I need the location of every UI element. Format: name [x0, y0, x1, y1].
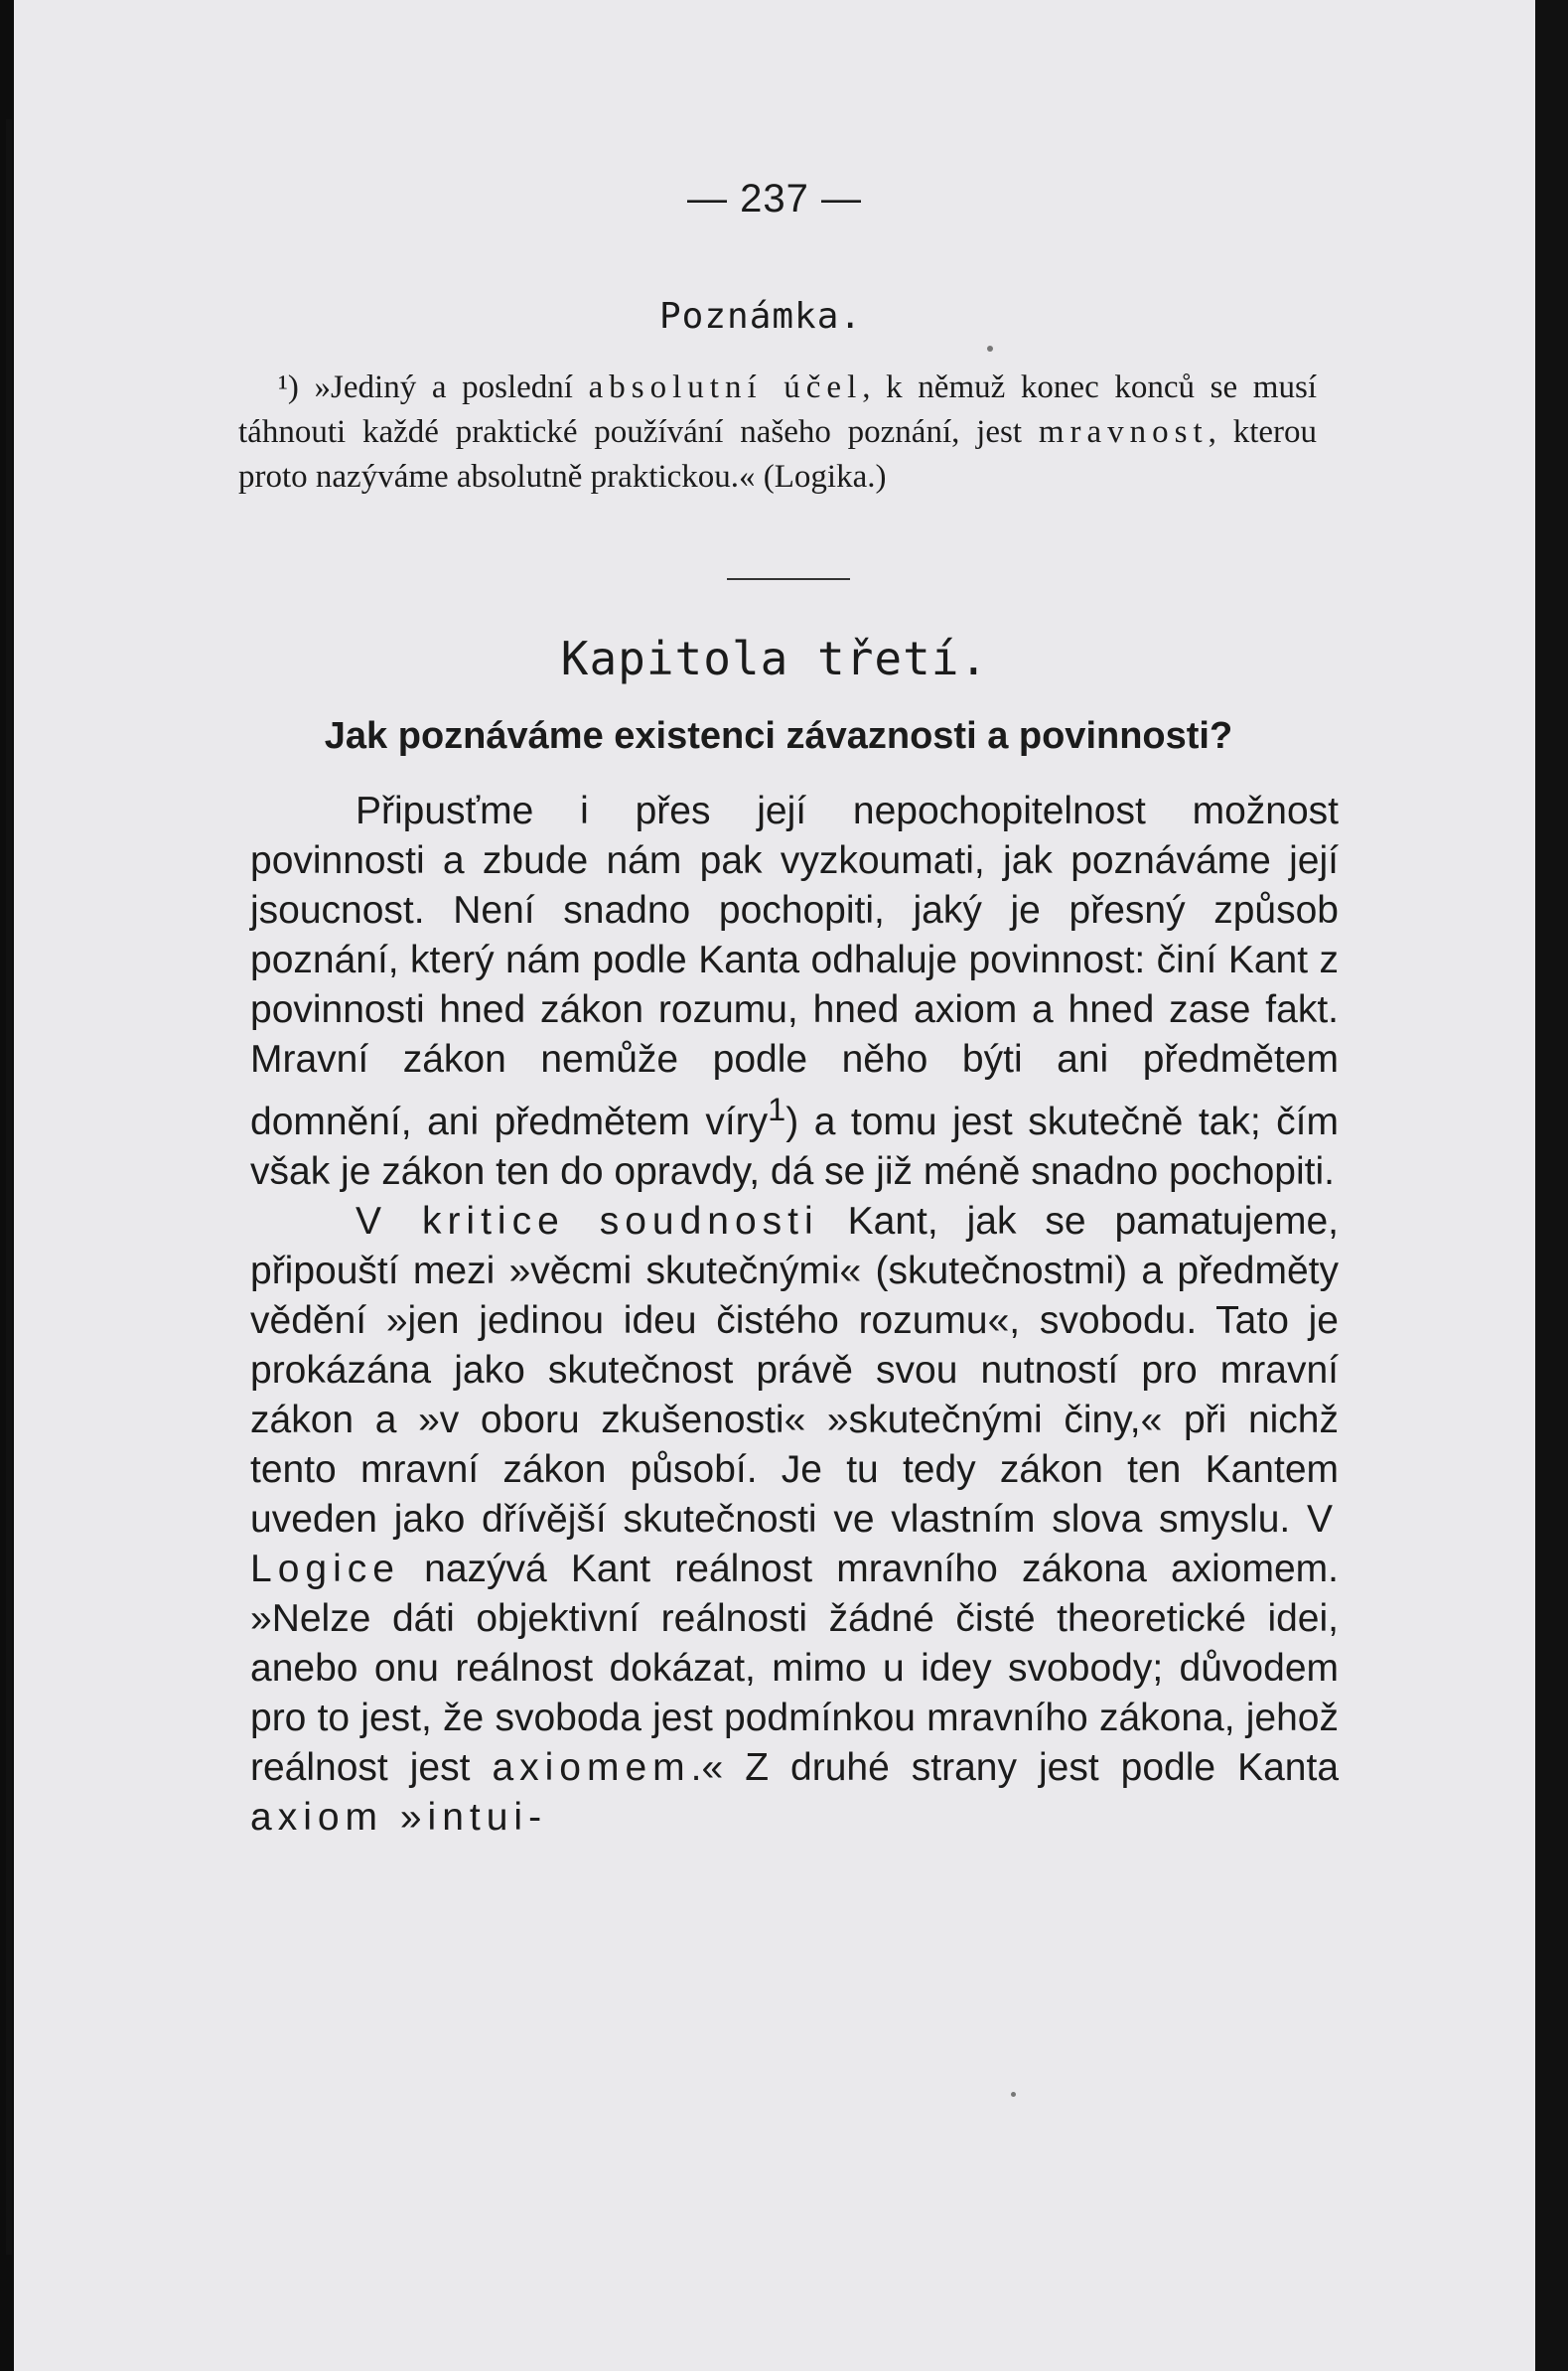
- emphasis-text: V Logice: [250, 1498, 1339, 1590]
- paragraph-text: ) a tomu jest skutečně tak; čím však je zákon ten do opravdy, dá se již méně snadno pochopiti.: [250, 1101, 1339, 1193]
- paragraph-text: .« Z druhé strany jest podle Kanta: [690, 1746, 1340, 1789]
- footnote-emphasis: mravnost: [1038, 414, 1209, 450]
- scan-speck: [987, 346, 993, 352]
- paragraph-text: nazývá Kant reálnost mravního zákona axiomem. »Nelze dáti objektivní reálnosti žádné čisté theoretické idei, anebo onu reálnost dokázat, mimo u idey svobody; důvodem pro to jest, že svoboda jest podmínkou mravního zákona, jehož reálnost jest: [250, 1548, 1339, 1789]
- footnote-marker: ¹): [278, 370, 299, 405]
- note-heading: Poznámka.: [659, 296, 863, 337]
- footnote-text: , k němuž konec konců se musí táhnouti každé praktické používání našeho poznání, jest: [238, 370, 1317, 450]
- footnote: [238, 366, 1317, 500]
- emphasis-text: axiom »intui-: [250, 1796, 548, 1839]
- chapter-title: Kapitola třetí.: [560, 632, 989, 685]
- footnote-paragraph: [238, 366, 1317, 500]
- footnote-reference: 1: [768, 1092, 786, 1127]
- scan-right-edge: [1535, 0, 1568, 2371]
- paragraph-2: [250, 1197, 1339, 1843]
- paragraph-text: Připusťme i přes její nepochopitelnost možnost povinnosti a zbude nám pak vyzkoumati, jak poznáváme její jsoucnost. Není snadno pochopiti, jaký je přesný způsob poznání, který nám podle Kanta odhaluje povinnost: činí Kant z povinnosti hned zákon rozumu, hned axiom a hned zase fakt. Mravní zákon nemůže podle něho býti ani předmětem domnění, ani předmětem víry: [250, 790, 1339, 1143]
- scan-speck: [1011, 2092, 1016, 2097]
- body-text: [250, 787, 1339, 1843]
- book-page: [14, 0, 1535, 2371]
- emphasis-text: axiomem: [492, 1746, 691, 1789]
- chapter-subtitle: Jak poznáváme existenci závaznosti a povinnosti?: [324, 715, 1233, 757]
- footnote-text: »Jediný a poslední: [298, 370, 589, 405]
- paragraph-1: [250, 787, 1339, 1197]
- page-number: — 237 —: [687, 177, 862, 221]
- emphasis-text: V kritice soudnosti: [356, 1200, 819, 1243]
- footnote-emphasis: absolutní účel: [588, 370, 863, 405]
- footnote-text: , kterou proto nazýváme absolutně praktickou.« (Logika.): [238, 414, 1317, 495]
- section-divider: [727, 578, 850, 580]
- paragraph-text: Kant, jak se pamatujeme, připouští mezi »věcmi skutečnými« (skutečnostmi) a předměty vědění »jen jedinou ideu čistého rozumu«, svobodu. Tato je prokázána jako skutečnost právě svou nutností pro mravní zákon a »v oboru zkušenosti« »skutečnými činy,« při nichž tento mravní zákon působí. Je tu tedy zákon ten Kantem uveden jako dřívější skutečnosti ve vlastním slova smyslu.: [250, 1200, 1339, 1541]
- scan-binding-line: [6, 119, 12, 2255]
